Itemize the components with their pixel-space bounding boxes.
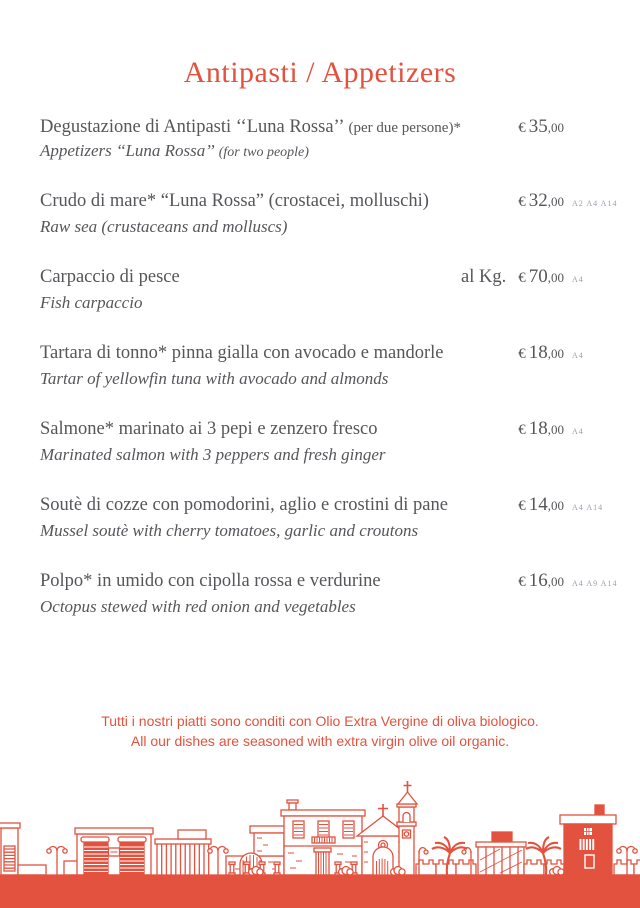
allergen-codes: A4	[572, 351, 584, 360]
allergen-codes	[564, 116, 616, 119]
allergen-codes: A4 A14	[572, 503, 604, 512]
allergen-codes: A4	[572, 427, 584, 436]
dish-name-en	[40, 445, 616, 467]
dish-price	[518, 570, 564, 593]
allergen-codes: A4 A9 A14	[572, 579, 618, 588]
dish-unit: al Kg.	[461, 267, 507, 287]
dish-name-en	[40, 217, 616, 239]
price-whole: 16	[528, 570, 548, 591]
dish-price	[518, 266, 564, 289]
price-whole: 32	[528, 190, 548, 211]
dish-name-text: Degustazione di Antipasti ‘‘Luna Rossa’’	[40, 117, 345, 137]
dish-name-en	[40, 597, 616, 619]
dish-name-en-text: Fish carpaccio	[40, 293, 143, 312]
dish-name-text: Carpaccio di pesce	[40, 267, 180, 287]
dish-name-it	[40, 190, 506, 213]
dish-name-en-text: Raw sea (crustaceans and molluscs)	[40, 217, 288, 236]
dish-name-en	[40, 141, 616, 163]
menu-item-carpaccio	[40, 266, 616, 315]
olive-oil-note-en: All our dishes are seasoned with extra virgin olive oil organic.	[130, 732, 510, 749]
menu-item-tartara	[40, 342, 616, 391]
currency-symbol: €	[518, 498, 526, 514]
dish-name-en	[40, 293, 616, 315]
price-whole: 70	[528, 266, 548, 287]
price-cents: ,00	[547, 574, 564, 589]
page-title: Antipasti / Appetizers	[183, 56, 457, 89]
menu-item-polpo	[40, 570, 616, 619]
dish-name-en-note: (for two people)	[218, 145, 309, 160]
currency-symbol: €	[518, 120, 526, 136]
base-band	[0, 875, 640, 908]
dish-name-text: Polpo* in umido con cipolla rossa e verdurine	[40, 571, 381, 591]
dish-name-it	[40, 266, 461, 289]
dish-name-en	[40, 369, 616, 391]
menu-items-list	[40, 116, 616, 619]
menu-item-crudo	[40, 190, 616, 239]
dish-name-en-text: Octopus stewed with red onion and vegetables	[40, 597, 356, 616]
price-cents: ,00	[547, 270, 564, 285]
dish-price	[518, 116, 564, 139]
price-cents: ,00	[547, 194, 564, 209]
dish-name-en-text: Marinated salmon with 3 peppers and fresh ginger	[40, 445, 386, 464]
dish-name-text: Tartara di tonno* pinna gialla con avocado e mandorle	[40, 343, 444, 363]
price-cents: ,00	[547, 346, 564, 361]
dish-name-text: Crudo di mare* “Luna Rossa” (crostacei, molluschi)	[40, 191, 429, 211]
olive-oil-note	[0, 712, 640, 751]
price-cents: ,00	[547, 120, 564, 135]
currency-symbol: €	[518, 422, 526, 438]
price-whole: 35	[528, 116, 548, 137]
price-whole: 18	[528, 418, 548, 439]
menu-item-soute	[40, 494, 616, 543]
dish-name-it	[40, 116, 506, 139]
dish-name-note: (per due persone)*	[348, 120, 461, 136]
dish-price	[518, 190, 564, 213]
allergen-codes: A2 A4 A14	[572, 199, 618, 208]
price-cents: ,00	[547, 498, 564, 513]
dish-name-it	[40, 570, 506, 593]
menu-item-degustazione	[40, 116, 616, 163]
dish-name-it	[40, 494, 506, 517]
dish-name-en-text: Tartar of yellowfin tuna with avocado and almonds	[40, 369, 389, 388]
dish-name-text: Salmone* marinato ai 3 pepi e zenzero fresco	[40, 419, 378, 439]
olive-oil-note-it: Tutti i nostri piatti sono conditi con Olio Extra Vergine di oliva biologico.	[101, 713, 539, 729]
town-skyline-illustration	[0, 760, 640, 908]
dish-name-it	[40, 342, 506, 365]
allergen-codes: A4	[572, 275, 584, 284]
currency-symbol: €	[518, 270, 526, 286]
menu-item-salmone	[40, 418, 616, 467]
dish-name-en-text: Mussel soutè with cherry tomatoes, garlic and croutons	[40, 521, 419, 540]
currency-symbol: €	[518, 346, 526, 362]
dish-price	[518, 494, 564, 517]
currency-symbol: €	[518, 194, 526, 210]
dish-name-en	[40, 521, 616, 543]
dish-price	[518, 342, 564, 365]
price-cents: ,00	[547, 422, 564, 437]
dish-name-it	[40, 418, 506, 441]
price-whole: 14	[528, 494, 548, 515]
currency-symbol: €	[518, 574, 526, 590]
price-whole: 18	[528, 342, 548, 363]
dish-name-en-text: Appetizers ‘‘Luna Rossa’’	[40, 141, 215, 160]
dish-name-text: Soutè di cozze con pomodorini, aglio e crostini di pane	[40, 495, 448, 515]
dish-price	[518, 418, 564, 441]
